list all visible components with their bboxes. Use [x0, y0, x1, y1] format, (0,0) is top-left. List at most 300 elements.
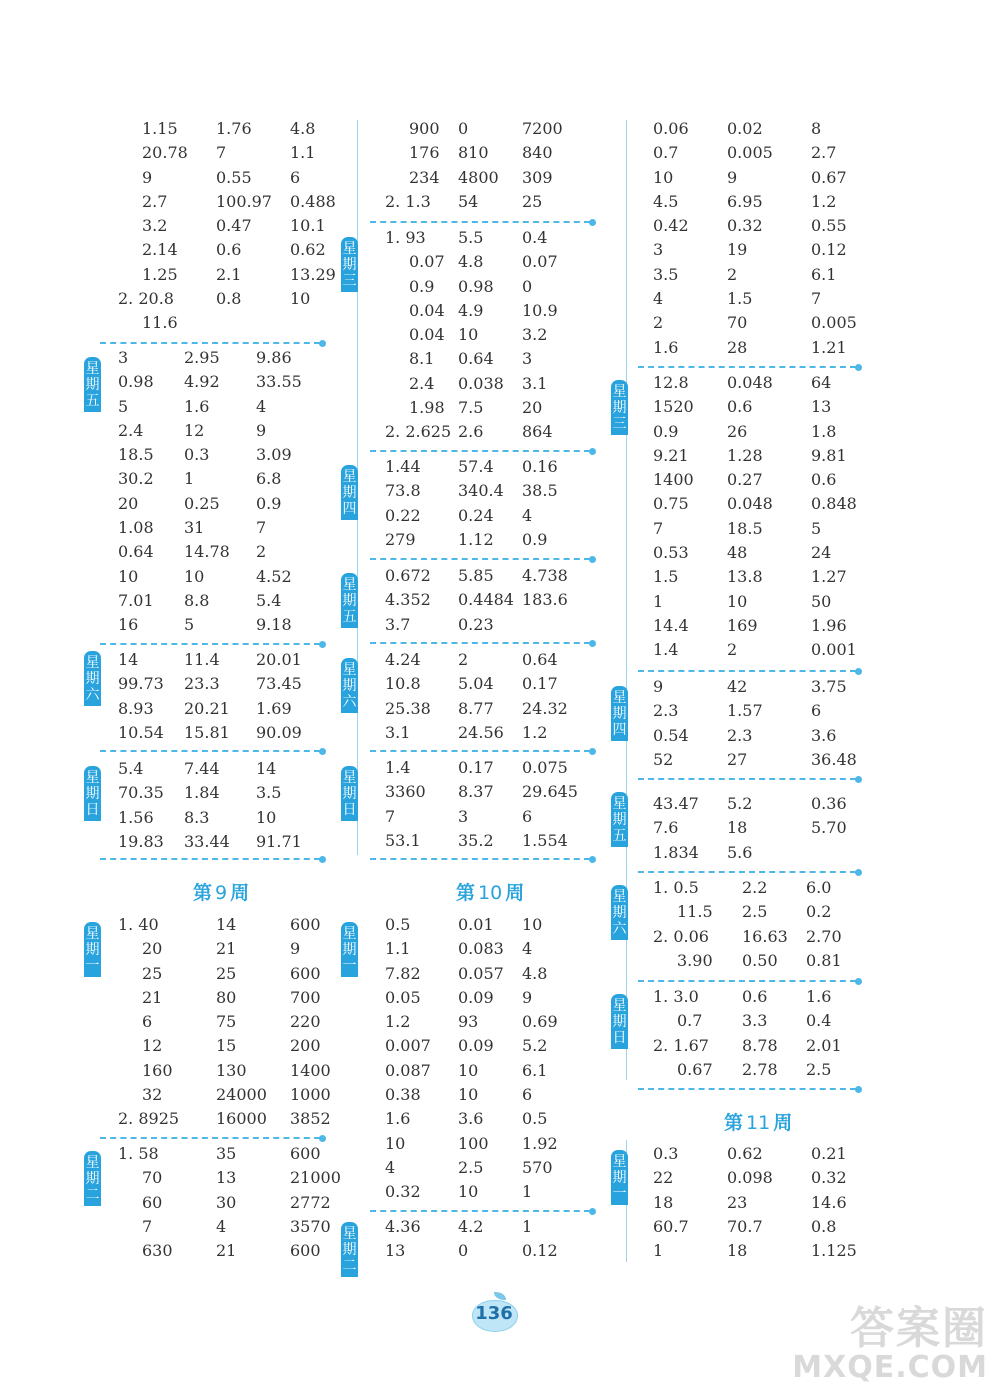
weekday-char: 日 — [85, 802, 100, 818]
answer-value: 1.4 — [385, 758, 411, 777]
answer-value: 100 — [458, 1133, 489, 1153]
answer-value: 0.81 — [806, 950, 842, 970]
answer-value: 2 — [256, 542, 267, 562]
weekday-char: 星 — [612, 384, 627, 400]
answer-value: 64 — [811, 373, 832, 392]
answer-value: 2772 — [290, 1192, 331, 1212]
answer-value: 5.5 — [458, 228, 484, 247]
answer-value: 0.4 — [522, 228, 548, 247]
answer-value: 10 — [458, 1060, 479, 1080]
answer-value: 1.6 — [184, 396, 210, 416]
answer-value: 220 — [290, 1012, 321, 1032]
weekday-char: 期 — [612, 905, 627, 921]
answer-value: 100.97 — [216, 191, 272, 211]
answer-value: 21 — [216, 939, 237, 959]
answer-value: 5 — [184, 615, 195, 635]
answer-value: 900 — [409, 119, 440, 138]
answer-value: 24.32 — [522, 698, 568, 718]
answer-value: 70 — [727, 313, 748, 333]
answer-value: 6.1 — [811, 264, 837, 284]
answer-value: 1.6 — [653, 337, 679, 357]
answer-value: 25 — [216, 963, 237, 983]
answer-value: 13 — [811, 397, 832, 417]
answer-value: 3.75 — [811, 677, 847, 696]
answer-value: 1.5 — [727, 289, 753, 309]
week-11-title — [724, 1108, 792, 1135]
answer-value: 18.5 — [727, 518, 763, 538]
answer-value: 10 — [522, 915, 543, 934]
answer-value: 1. 40 — [118, 915, 159, 934]
week-10-title — [456, 878, 524, 905]
answer-value: 10.9 — [522, 300, 558, 320]
answer-value: 3 — [118, 348, 129, 367]
answer-value: 4.2 — [458, 1217, 484, 1236]
answer-value: 0.62 — [290, 240, 326, 260]
weekday-char: 星 — [612, 998, 627, 1014]
answer-value: 2.78 — [742, 1059, 778, 1079]
answer-value: 1.96 — [811, 615, 847, 635]
answer-value: 70.7 — [727, 1216, 763, 1236]
answer-value: 1.2 — [522, 722, 548, 742]
answer-value: 2. 8925 — [118, 1109, 180, 1129]
answer-value: 2.4 — [409, 373, 435, 393]
section-divider — [100, 750, 320, 752]
answer-value: 3.2 — [142, 216, 168, 236]
answer-value: 43.47 — [653, 794, 699, 813]
weekday-tag-sun — [611, 994, 628, 1049]
answer-value: 12.8 — [653, 373, 689, 392]
weekday-char: 一 — [342, 958, 357, 974]
weekday-char: 星 — [85, 926, 100, 942]
answer-value: 4.5 — [653, 191, 679, 211]
answer-value: 9 — [653, 677, 664, 696]
answer-value: 8.1 — [409, 349, 435, 369]
week-suffix: 周 — [773, 1112, 793, 1134]
answer-value: 0.32 — [811, 1168, 847, 1188]
answer-value: 42 — [727, 677, 748, 696]
answer-value: 0.64 — [458, 349, 494, 369]
answer-value: 3.5 — [256, 783, 282, 803]
week-9-title — [193, 878, 249, 905]
section-divider — [638, 670, 856, 672]
answer-value: 9.18 — [256, 615, 292, 635]
answer-value: 0.2 — [806, 902, 832, 922]
answer-value: 10 — [290, 289, 311, 309]
answer-value: 73.8 — [385, 481, 421, 501]
answer-value: 570 — [522, 1157, 553, 1177]
weekday-char: 期 — [85, 671, 100, 687]
answer-value: 1 — [653, 591, 664, 611]
answer-value: 3 — [653, 240, 664, 260]
answer-value: 1.125 — [811, 1241, 857, 1261]
answer-value: 0.5 — [522, 1109, 548, 1129]
answer-value: 10.1 — [290, 216, 326, 236]
weekday-char: 期 — [612, 812, 627, 828]
answer-value: 0.8 — [216, 289, 242, 309]
answer-value: 73.45 — [256, 674, 302, 694]
answer-value: 0.27 — [727, 470, 763, 490]
answer-value: 176 — [409, 143, 440, 163]
answer-value: 8.77 — [458, 698, 494, 718]
answer-value: 5.4 — [118, 759, 144, 778]
answer-value: 26 — [727, 421, 748, 441]
answer-value: 0.848 — [811, 494, 857, 514]
answer-value: 6.8 — [256, 469, 282, 489]
answer-value: 91.71 — [256, 831, 302, 851]
answer-value: 234 — [409, 167, 440, 187]
answer-value: 7.5 — [458, 398, 484, 418]
answer-value: 33.44 — [184, 831, 230, 851]
answer-value: 24000 — [216, 1085, 267, 1105]
answer-value: 2 — [653, 313, 664, 333]
answer-value: 0.69 — [522, 1012, 558, 1032]
answer-value: 4 — [653, 289, 664, 309]
weekday-char: 期 — [612, 706, 627, 722]
answer-value: 864 — [522, 422, 553, 442]
answer-value: 0.098 — [727, 1168, 773, 1188]
weekday-char: 星 — [342, 241, 357, 257]
answer-value: 0.9 — [653, 421, 679, 441]
answer-value: 33.55 — [256, 372, 302, 392]
answer-value: 4.8 — [458, 252, 484, 272]
answer-value: 20 — [522, 398, 543, 418]
weekday-tag-sat — [84, 651, 101, 706]
answer-value: 0.62 — [727, 1144, 763, 1163]
answer-value: 9.81 — [811, 445, 847, 465]
answer-value: 1.834 — [653, 842, 699, 862]
answer-value: 0.3 — [653, 1144, 679, 1163]
answer-value: 160 — [142, 1060, 173, 1080]
answer-value: 0.005 — [811, 313, 857, 333]
answer-value: 30 — [216, 1192, 237, 1212]
answer-value: 18 — [727, 1241, 748, 1261]
weekday-tag-tue — [84, 1151, 101, 1206]
answer-value: 3 — [458, 806, 469, 826]
weekday-char: 期 — [342, 485, 357, 501]
weekday-tag-sat — [611, 885, 628, 940]
answer-value: 50 — [811, 591, 832, 611]
weekday-char: 日 — [342, 802, 357, 818]
answer-value: 13.29 — [290, 264, 336, 284]
answer-value: 4 — [216, 1216, 227, 1236]
answer-value: 9.21 — [653, 445, 689, 465]
answer-value: 2 — [727, 264, 738, 284]
answer-value: 8.3 — [184, 807, 210, 827]
answer-value: 4.92 — [184, 372, 220, 392]
answer-value: 1.69 — [256, 698, 292, 718]
answer-value: 1.27 — [811, 567, 847, 587]
answer-value: 7200 — [522, 119, 563, 138]
answer-value: 0.32 — [385, 1182, 421, 1202]
section-divider — [370, 221, 590, 223]
answer-value: 0.38 — [385, 1085, 421, 1105]
weekday-char: 四 — [342, 501, 357, 517]
answer-value: 0.4 — [806, 1011, 832, 1031]
week-suffix: 周 — [505, 882, 525, 904]
answer-value: 10 — [458, 325, 479, 345]
answer-value: 630 — [142, 1241, 173, 1261]
answer-value: 1.12 — [458, 529, 494, 549]
answer-value: 90.09 — [256, 722, 302, 742]
weekday-char: 期 — [342, 593, 357, 609]
answer-value: 53.1 — [385, 830, 421, 850]
answer-value: 3.5 — [653, 264, 679, 284]
answer-value: 0.32 — [727, 216, 763, 236]
answer-value: 4 — [522, 939, 533, 959]
answer-value: 9 — [727, 167, 738, 187]
answer-value: 8 — [811, 119, 822, 138]
weekday-char: 六 — [342, 694, 357, 710]
weekday-tag-wed — [341, 237, 358, 292]
weekday-char: 一 — [612, 1186, 627, 1202]
answer-value: 0.23 — [458, 614, 494, 634]
answer-value: 18.5 — [118, 445, 154, 465]
answer-value: 1.76 — [216, 119, 252, 138]
section-divider — [100, 643, 320, 645]
answer-value: 31 — [184, 518, 205, 538]
answer-value: 25.38 — [385, 698, 431, 718]
answer-value: 5.6 — [727, 842, 753, 862]
weekday-char: 二 — [85, 1187, 100, 1203]
answer-value: 3.2 — [522, 325, 548, 345]
answer-value: 8.8 — [184, 590, 210, 610]
answer-value: 6 — [522, 806, 533, 826]
weekday-char: 星 — [85, 655, 100, 671]
answer-value: 1.44 — [385, 457, 421, 476]
answer-value: 3570 — [290, 1216, 331, 1236]
answer-value: 25 — [142, 963, 163, 983]
answer-value: 0.02 — [727, 119, 763, 138]
section-divider — [100, 342, 320, 344]
answer-value: 0.7 — [677, 1011, 703, 1031]
answer-value: 19 — [727, 240, 748, 260]
answer-value: 2.7 — [811, 143, 837, 163]
answer-value: 0.5 — [385, 915, 411, 934]
answer-value: 1000 — [290, 1085, 331, 1105]
answer-value: 0.9 — [256, 493, 282, 513]
answer-value: 0.47 — [216, 216, 252, 236]
answer-value: 10 — [727, 591, 748, 611]
section-divider — [100, 1137, 320, 1139]
answer-value: 0.75 — [653, 494, 689, 514]
answer-value: 0.17 — [522, 674, 558, 694]
answer-value: 0.6 — [727, 397, 753, 417]
answer-value: 7 — [811, 289, 822, 309]
answer-value: 0.53 — [653, 543, 689, 563]
answer-value: 3 — [522, 349, 533, 369]
answer-value: 14 — [216, 915, 237, 934]
answer-value: 20.01 — [256, 650, 302, 669]
answer-value: 2.70 — [806, 926, 842, 946]
week-prefix: 第 — [724, 1112, 744, 1134]
answer-value: 0.01 — [458, 915, 494, 934]
answer-value: 1. 58 — [118, 1144, 159, 1163]
answer-value: 2.1 — [216, 264, 242, 284]
weekday-tag-thu — [611, 686, 628, 741]
answer-value: 7 — [142, 1216, 153, 1236]
answer-value: 1.1 — [290, 143, 316, 163]
answer-value: 0.6 — [216, 240, 242, 260]
answer-value: 0.55 — [811, 216, 847, 236]
answer-value: 4 — [522, 505, 533, 525]
weekday-tag-fri — [341, 573, 358, 628]
answer-value: 1.15 — [142, 119, 178, 138]
answer-value: 1400 — [290, 1060, 331, 1080]
answer-value: 0.98 — [458, 276, 494, 296]
answer-value: 30.2 — [118, 469, 154, 489]
weekday-char: 期 — [85, 1171, 100, 1187]
answer-value: 1.25 — [142, 264, 178, 284]
answer-value: 0.21 — [811, 1144, 847, 1163]
answer-value: 5 — [811, 518, 822, 538]
section-divider — [638, 1088, 856, 1090]
answer-value: 0.9 — [522, 529, 548, 549]
answer-value: 2.3 — [727, 725, 753, 745]
answer-value: 0.048 — [727, 494, 773, 514]
answer-value: 1.84 — [184, 783, 220, 803]
answer-value: 0.7 — [653, 143, 679, 163]
weekday-char: 三 — [342, 273, 357, 289]
leaf-icon — [494, 1292, 506, 1300]
answer-value: 1.6 — [385, 1109, 411, 1129]
answer-value: 4.52 — [256, 566, 292, 586]
answer-value: 0.04 — [409, 325, 445, 345]
answer-value: 0.048 — [727, 373, 773, 392]
section-divider — [370, 450, 590, 452]
weekday-char: 期 — [85, 377, 100, 393]
answer-value: 38.5 — [522, 481, 558, 501]
answer-value: 3.3 — [742, 1011, 768, 1031]
answer-value: 1.4 — [653, 640, 679, 660]
answer-value: 2.01 — [806, 1035, 842, 1055]
answer-value: 0.17 — [458, 758, 494, 777]
weekday-tag-sun — [84, 766, 101, 821]
watermark — [792, 1303, 988, 1385]
answer-value: 13.8 — [727, 567, 763, 587]
answer-value: 35.2 — [458, 830, 494, 850]
answer-value: 600 — [290, 963, 321, 983]
answer-value: 0.55 — [216, 167, 252, 187]
answer-value: 6 — [811, 701, 822, 721]
answer-value: 21000 — [290, 1168, 341, 1188]
answer-value: 16000 — [216, 1109, 267, 1129]
answer-value: 14 — [256, 759, 277, 778]
answer-value: 2. 0.06 — [653, 926, 709, 946]
answer-value: 11.5 — [677, 902, 713, 922]
answer-value: 19.83 — [118, 831, 164, 851]
answer-value: 24 — [811, 543, 832, 563]
weekday-char: 期 — [342, 786, 357, 802]
section-divider — [638, 871, 856, 873]
answer-value: 0.25 — [184, 493, 220, 513]
answer-value: 4.36 — [385, 1217, 421, 1236]
answer-value: 9 — [522, 987, 533, 1007]
answer-value: 0.50 — [742, 950, 778, 970]
answer-value: 5.2 — [522, 1036, 548, 1056]
answer-value: 29.645 — [522, 782, 578, 802]
answer-value: 0.67 — [811, 167, 847, 187]
answer-value: 1.56 — [118, 807, 154, 827]
section-divider — [638, 778, 856, 780]
answer-value: 21 — [216, 1241, 237, 1261]
answer-value: 0.67 — [677, 1059, 713, 1079]
answer-value: 3.1 — [522, 373, 548, 393]
answer-value: 4 — [385, 1157, 396, 1177]
answer-value: 0.075 — [522, 758, 568, 777]
weekday-char: 星 — [85, 361, 100, 377]
answer-value: 15.81 — [184, 722, 230, 742]
answer-value: 0.16 — [522, 457, 558, 476]
weekday-char: 星 — [342, 469, 357, 485]
weekday-char: 期 — [342, 942, 357, 958]
answer-value: 10 — [256, 807, 277, 827]
answer-value: 70 — [142, 1168, 163, 1188]
answer-value: 16.63 — [742, 926, 788, 946]
section-divider — [370, 1210, 590, 1212]
answer-value: 11.6 — [142, 313, 178, 333]
answer-value: 2. 1.67 — [653, 1035, 709, 1055]
answer-value: 600 — [290, 1241, 321, 1261]
answer-value: 8.93 — [118, 698, 154, 718]
answer-value: 0.04 — [409, 300, 445, 320]
answer-value: 7 — [216, 143, 227, 163]
answer-value: 0.06 — [653, 119, 689, 138]
answer-value: 1. 0.5 — [653, 878, 699, 897]
answer-value: 2 — [458, 650, 469, 669]
weekday-char: 五 — [342, 609, 357, 625]
answer-value: 10 — [118, 566, 139, 586]
answer-value: 10 — [458, 1182, 479, 1202]
answer-value: 7.01 — [118, 590, 154, 610]
answer-value: 130 — [216, 1060, 247, 1080]
answer-value: 0.6 — [742, 987, 768, 1006]
answer-value: 4.8 — [522, 963, 548, 983]
answer-value: 0 — [522, 276, 533, 296]
answer-value: 10 — [653, 167, 674, 187]
answer-value: 4800 — [458, 167, 499, 187]
answer-value: 700 — [290, 987, 321, 1007]
answer-value: 0.54 — [653, 725, 689, 745]
answer-value: 840 — [522, 143, 553, 163]
answer-value: 11.4 — [184, 650, 220, 669]
answer-value: 2.95 — [184, 348, 220, 367]
answer-value: 0.488 — [290, 191, 336, 211]
answer-value: 1 — [522, 1182, 533, 1202]
answer-value: 20.21 — [184, 698, 230, 718]
answer-value: 7 — [256, 518, 267, 538]
answer-value: 2.2 — [742, 878, 768, 897]
answer-value: 24.56 — [458, 722, 504, 742]
week-prefix: 第 — [456, 882, 476, 904]
section-divider — [638, 980, 856, 982]
answer-value: 3360 — [385, 782, 426, 802]
answer-value: 35 — [216, 1144, 237, 1163]
answer-value: 183.6 — [522, 590, 568, 610]
answer-value: 2. 2.625 — [385, 422, 452, 442]
answer-value: 0 — [458, 1241, 469, 1261]
answer-value: 10.54 — [118, 722, 164, 742]
answer-value: 0.9 — [409, 276, 435, 296]
answer-value: 1.5 — [653, 567, 679, 587]
section-divider — [370, 750, 590, 752]
answer-value: 1.1 — [385, 939, 411, 959]
weekday-char: 星 — [342, 926, 357, 942]
section-divider — [100, 858, 320, 860]
answer-value: 9 — [256, 420, 267, 440]
answer-value: 5.70 — [811, 818, 847, 838]
answer-value: 10.8 — [385, 674, 421, 694]
weekday-char: 三 — [612, 416, 627, 432]
